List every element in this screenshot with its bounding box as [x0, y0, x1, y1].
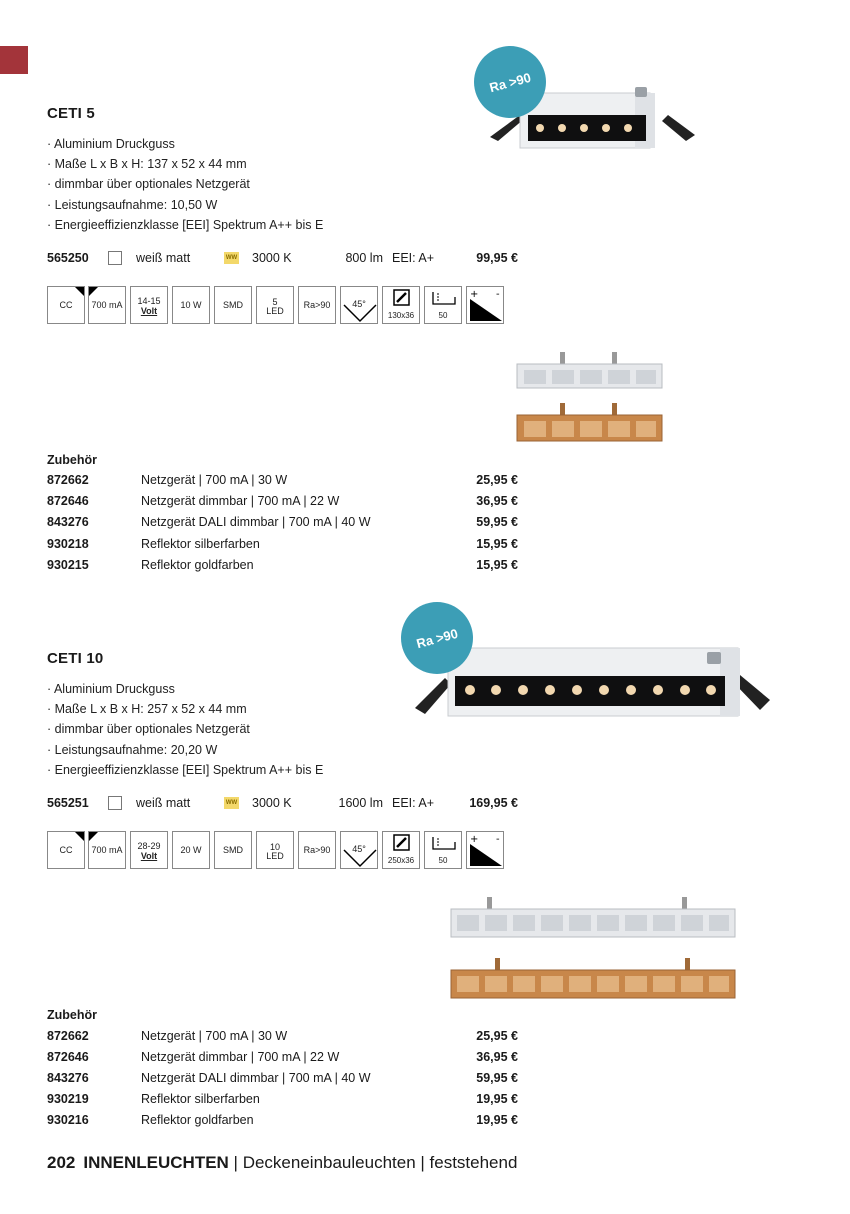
product-title: CETI 5 — [47, 105, 95, 122]
feature-item: · Maße L x B x H: 137 x 52 x 44 mm — [47, 154, 323, 174]
feature-list — [47, 134, 323, 235]
smd-icon: SMD — [214, 286, 252, 324]
depth-icon: 50 — [424, 831, 462, 869]
ra-badge: Ra >90 — [401, 602, 473, 674]
color-temperature: 3000 K — [252, 796, 292, 810]
constant-current-icon: CC — [47, 831, 85, 869]
dimmable-icon — [466, 831, 504, 869]
feature-item: · Aluminium Druckguss — [47, 134, 323, 154]
page-footer — [47, 1153, 517, 1173]
reflector-silver-photo — [512, 352, 667, 390]
warm-white-icon: WW — [224, 252, 239, 264]
cutout-icon: 130x36 — [382, 286, 420, 324]
feature-item: · Leistungsaufnahme: 10,50 W — [47, 195, 323, 215]
svg-text:-: - — [496, 289, 500, 300]
feature-item: · Energieeffizienzklasse [EEI] Spektrum A++ bis E — [47, 215, 323, 235]
constant-current-icon: CC — [47, 286, 85, 324]
color-temperature: 3000 K — [252, 251, 292, 265]
footer-subcategory: | Deckeneinbauleuchten | feststehend — [228, 1153, 518, 1172]
footer-category: INNENLEUCHTEN — [83, 1153, 229, 1172]
color-name: weiß matt — [136, 251, 191, 265]
ra-badge: Ra >90 — [474, 46, 546, 118]
chapter-tab — [0, 46, 28, 74]
cutout-icon: 250x36 — [382, 831, 420, 869]
voltage-icon: 28-29 Volt — [130, 831, 168, 869]
accessory-row: 930216 Reflektor goldfarben 19,95 € — [47, 1113, 518, 1127]
color-swatch — [108, 251, 122, 265]
article-number: 565250 — [47, 251, 89, 265]
article-number: 565251 — [47, 796, 89, 810]
price: 99,95 € — [476, 251, 518, 265]
feature-item: · Maße L x B x H: 257 x 52 x 44 mm — [47, 699, 323, 719]
voltage-icon: 14-15 Volt — [130, 286, 168, 324]
svg-text:+: + — [470, 289, 479, 300]
color-swatch — [108, 796, 122, 810]
price: 169,95 € — [469, 796, 518, 810]
accessory-row: 843276 Netzgerät DALI dimmbar | 700 mA | 40 W 59,95 € — [47, 515, 518, 529]
accessories-heading: Zubehör — [47, 453, 97, 467]
luminous-flux: 1600 lm — [338, 796, 383, 810]
accessory-row: 843276 Netzgerät DALI dimmbar | 700 mA | 40 W 59,95 € — [47, 1071, 518, 1085]
accessory-row: 872662 Netzgerät | 700 mA | 30 W 25,95 € — [47, 1029, 518, 1043]
led-count-icon: 5 LED — [256, 286, 294, 324]
feature-item: · Aluminium Druckguss — [47, 679, 323, 699]
order-row — [0, 249, 850, 267]
led-count-icon: 10 LED — [256, 831, 294, 869]
current-icon: 700 mA — [88, 831, 126, 869]
ra-icon: Ra>90 — [298, 286, 336, 324]
feature-item: · dimmbar über optionales Netzgerät — [47, 719, 323, 739]
spec-icons — [47, 286, 507, 324]
luminous-flux: 800 lm — [345, 251, 383, 265]
accessory-row: 930218 Reflektor silberfarben 15,95 € — [47, 537, 518, 551]
spec-icons — [47, 831, 507, 869]
feature-item: · dimmbar über optionales Netzgerät — [47, 174, 323, 194]
order-row — [0, 794, 850, 812]
accessory-row: 872646 Netzgerät dimmbar | 700 mA | 22 W 36,95 € — [47, 1050, 518, 1064]
depth-icon: 50 — [424, 286, 462, 324]
current-icon: 700 mA — [88, 286, 126, 324]
beam-angle-icon: 45° — [340, 831, 378, 869]
page-number: 202 — [47, 1153, 76, 1172]
dimmable-icon — [466, 286, 504, 324]
accessories-heading: Zubehör — [47, 1008, 97, 1022]
wattage-icon: 20 W — [172, 831, 210, 869]
reflector-silver-photo — [447, 897, 739, 939]
feature-item: · Leistungsaufnahme: 20,20 W — [47, 740, 323, 760]
warm-white-icon: WW — [224, 797, 239, 809]
wattage-icon: 10 W — [172, 286, 210, 324]
accessory-row: 930215 Reflektor goldfarben 15,95 € — [47, 558, 518, 572]
svg-text:-: - — [496, 834, 500, 845]
reflector-gold-photo — [447, 958, 739, 1000]
accessory-row: 930219 Reflektor silberfarben 19,95 € — [47, 1092, 518, 1106]
smd-icon: SMD — [214, 831, 252, 869]
energy-class: EEI: A+ — [392, 251, 435, 265]
feature-list — [47, 679, 323, 780]
ra-icon: Ra>90 — [298, 831, 336, 869]
feature-item: · Energieeffizienzklasse [EEI] Spektrum A++ bis E — [47, 760, 323, 780]
color-name: weiß matt — [136, 796, 191, 810]
energy-class: EEI: A+ — [392, 796, 435, 810]
beam-angle-icon: 45° — [340, 286, 378, 324]
product-title: CETI 10 — [47, 650, 104, 667]
accessory-row: 872662 Netzgerät | 700 mA | 30 W 25,95 € — [47, 473, 518, 487]
svg-text:+: + — [470, 834, 479, 845]
accessory-row: 872646 Netzgerät dimmbar | 700 mA | 22 W 36,95 € — [47, 494, 518, 508]
reflector-gold-photo — [512, 403, 667, 443]
